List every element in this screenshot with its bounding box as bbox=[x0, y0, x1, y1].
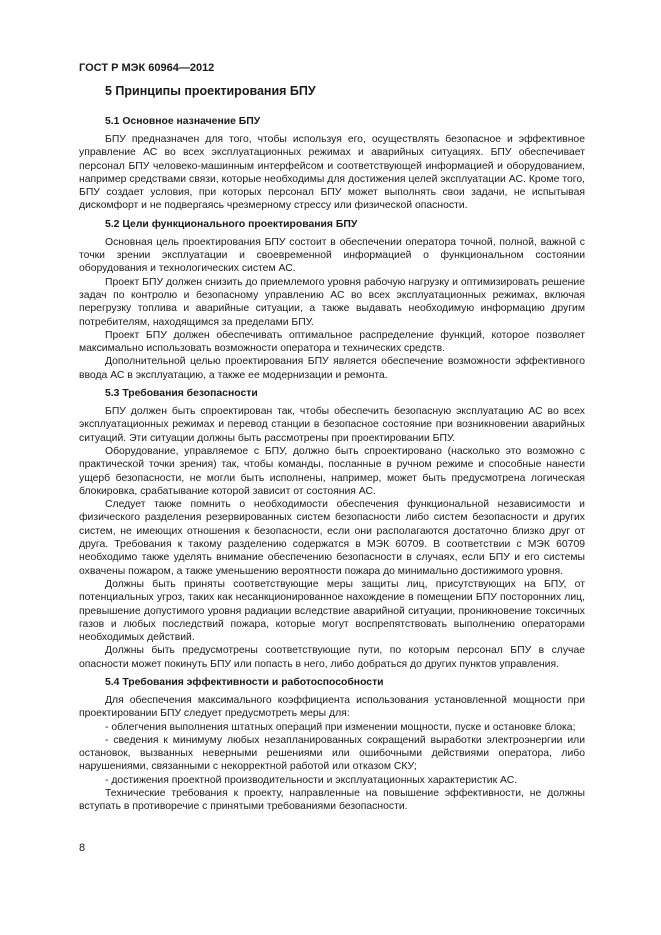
paragraph: Проект БПУ должен обеспечивать оптимальное распределение функций, которое позволяет максимально использовать возможности оператора и технических средств. bbox=[79, 329, 585, 355]
page-number: 8 bbox=[79, 842, 86, 854]
subsection-title-5-2: 5.2 Цели функционального проектирования БПУ bbox=[105, 218, 358, 230]
list-item: - облегчения выполнения штатных операций при изменении мощности, пуске и остановке блока; bbox=[105, 721, 576, 733]
paragraph: Технические требования к проекту, направленные на повышение эффективности, не должны вступать в противоречие с принятыми требованиями безопасности. bbox=[79, 788, 585, 813]
paragraph: Дополнительной целью проектирования БПУ является обеспечение возможности эффективного ввода АС в эксплуатацию, а также ее модернизации и ремонта. bbox=[79, 356, 585, 381]
paragraph: Для обеспечения максимального коэффициента использования установленной мощности при проектировании БПУ следует предусмотреть меры для: bbox=[79, 694, 585, 720]
paragraph: Следует также помнить о необходимости обеспечения функциональной независимости и физического разделения резервированных систем безопасности либо систем безопасности и других систем, не имеющих отношения к безопасности, если они располагаются достаточно близко друг от друга. Требования к такому разделению содержатся в МЭК 60709. В соответствии с МЭК 60709 необходимо также уделять внимание обеспечению безопасности в случаях, если БПУ и его системы охвачены пожаром, а также уменьшению вероятности пожара до минимально достижимого уровня. bbox=[79, 499, 585, 577]
section-title: 5 Принципы проектирования БПУ bbox=[105, 84, 316, 98]
paragraph: БПУ предназначен для того, чтобы используя его, осуществлять безопасное и эффективное управление АС во всех эксплуатационных режимах и аварийных ситуациях. БПУ обеспечивает персонал БПУ человеко-машинным интерфейсом и соответствующей информацией и оборудованием, например средствами связи, которые необходимы для достижения целей эксплуатации АС. Кроме того, БПУ создает условия, при которых персонал БПУ может выполнять свои задачи, не испытывая дискомфорт и не подвергаясь чрезмерному стрессу или физической опасности. bbox=[79, 134, 585, 212]
document-body bbox=[79, 84, 585, 814]
paragraph: БПУ должен быть спроектирован так, чтобы обеспечить безопасную эксплуатацию АС во всех эксплуатационных режимах и перевод станции в безопасное состояние при возникновении аварийных ситуаций. Эти ситуации должны быть рассмотрены при проектировании БПУ. bbox=[79, 406, 585, 444]
paragraph: Должны быть приняты соответствующие меры защиты лиц, присутствующих на БПУ, от потенциальных угроз, таких как несанкционированное нахождение в помещении БПУ посторонних лиц, превышение допустимого уровня радиации вследствие аварийной ситуации, проникновение токсичных газов и любых последствий пожара, которые могут воспрепятствовать выполнению операторами необходимых действий. bbox=[79, 578, 585, 644]
paragraph: Основная цель проектирования БПУ состоит в обеспечении оператора точной, полной, важной с точки зрении эксплуатации и своевременной информацией о функциональном состоянии оборудования и технологических систем АС. bbox=[79, 236, 585, 275]
subsection-title-5-1: 5.1 Основное назначение БПУ bbox=[105, 116, 261, 127]
paragraph: Должны быть предусмотрены соответствующие пути, по которым персонал БПУ в случае опасности может покинуть БПУ или попасть в него, либо добраться до других пунктов управления. bbox=[79, 645, 585, 670]
document-header: ГОСТ Р МЭК 60964—2012 bbox=[79, 62, 215, 74]
list-item: - сведения к минимуму любых незапланированных сокращений выработки электроэнергии или остановок, вызванных неверными решениями или ошибочными действиями оператора, либо нарушениями, связанными с некорректной работой или отказом СКУ; bbox=[79, 734, 585, 773]
paragraph: Проект БПУ должен снизить до приемлемого уровня рабочую нагрузку и оптимизировать решение задач по контролю и безопасному управлению АС во всех эксплуатационных режимах, включая перегрузку топлива и аварийные ситуации, а также выдавать необходимую информацию другим потребителям, находящимся за пределами БПУ. bbox=[79, 276, 585, 328]
paragraph: Оборудование, управляемое с БПУ, должно быть спроектировано (насколько это возможно с практической точки зрения) так, чтобы команды, посланные в ручном режиме и способные нанести ущерб безопасности, не могли быть исполнены, например, может быть предусмотрена логическая блокировка, срабатывание которой зависит от состояния АС. bbox=[79, 445, 585, 497]
subsection-title-5-3: 5.3 Требования безопасности bbox=[105, 388, 258, 400]
list-item: - достижения проектной производительности и эксплуатационных характеристик АС. bbox=[105, 774, 518, 786]
subsection-title-5-4: 5.4 Требования эффективности и работоспособности bbox=[105, 676, 384, 688]
